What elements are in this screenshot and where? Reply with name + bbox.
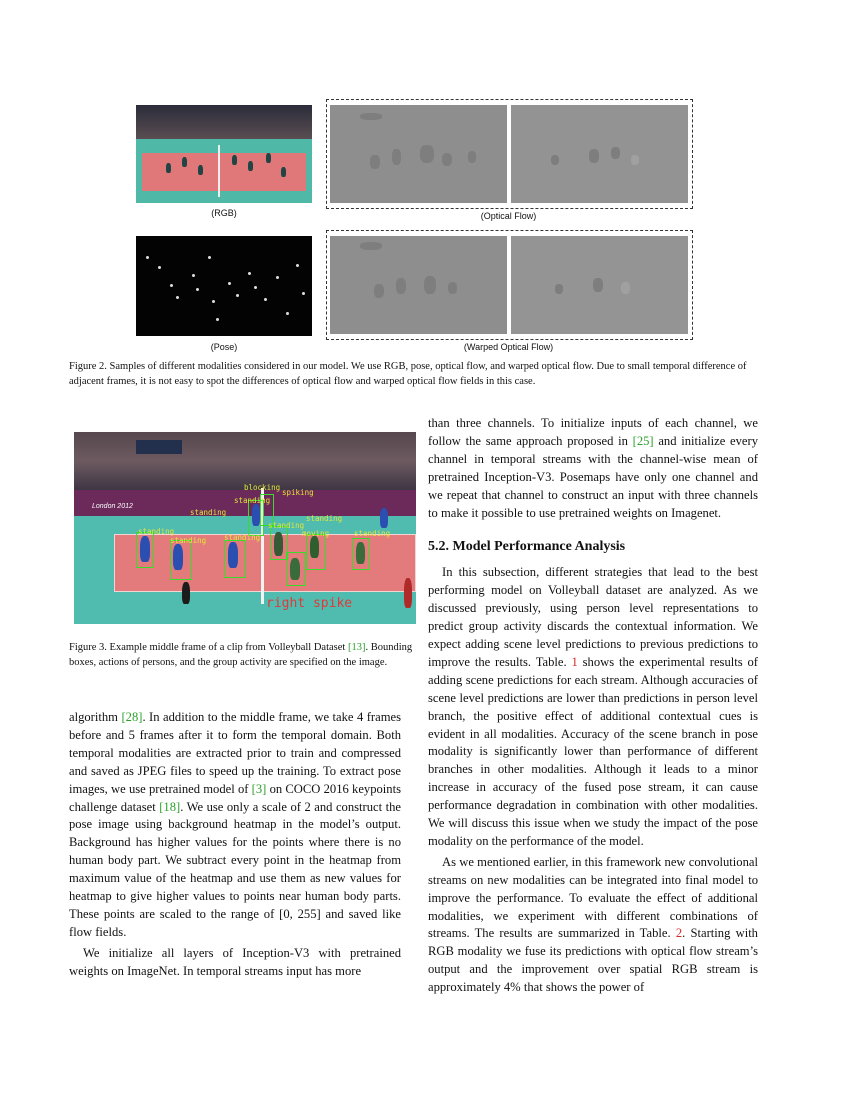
court-playing-area [114, 534, 416, 592]
figure-3-image [74, 432, 416, 624]
right-column [428, 415, 758, 997]
warped-flow-label: (Warped Optical Flow) [463, 342, 554, 352]
action-label: standing [224, 533, 261, 542]
right-paragraph-1: than three channels. To initialize inputs of each channel, we follow the same approach proposed in [25] and initialize every channel in temporal streams with the channel-wise mean of pretrained Inception-V3. Posemaps have only one channel and we repeat that channel to construct an input with three channels to make it possible to use pretrained weights on Imagenet. [428, 416, 758, 520]
figure-3-caption: Figure 3. Example middle frame of a clip from Volleyball Dataset [13]. Bounding boxes, actions of persons, and the group activity are specified on the image. [69, 642, 413, 668]
warped-flow-image-2 [511, 236, 688, 334]
section-heading: 5.2. Model Performance Analysis [428, 539, 626, 555]
citation-link[interactable]: [3] [251, 781, 267, 796]
pose-image [136, 236, 312, 336]
figure-2-caption: Figure 2. Samples of different modalities considered in our model. We use RGB, pose, optical flow, and warped optical flow. Due to small temporal difference of adjacent frames, it is not easy to spot the differences of optical flow and warped optical flow fields in this case. [69, 361, 747, 387]
group-activity-label: right spike [266, 596, 353, 611]
action-label: moving [302, 529, 330, 538]
citation-link[interactable]: [25] [632, 433, 654, 448]
table-ref-link[interactable]: 2 [675, 926, 683, 941]
optical-flow-label: (Optical Flow) [480, 211, 537, 221]
action-label: blocking [244, 483, 281, 492]
citation-link[interactable]: [18] [159, 799, 181, 814]
action-label: spiking [282, 488, 314, 497]
table-ref-link[interactable]: 1 [571, 654, 578, 669]
action-label: standing [190, 508, 227, 517]
citation-link[interactable]: [28] [121, 710, 143, 724]
action-label: standing [306, 514, 343, 523]
action-label: standing [170, 536, 207, 545]
action-label: standing [268, 521, 305, 530]
optical-flow-image-2 [511, 105, 688, 203]
warped-flow-image-1 [330, 236, 507, 334]
optical-flow-image-1 [330, 105, 507, 203]
pose-label: (Pose) [210, 342, 238, 352]
left-paragraph-1: algorithm [28]. In addition to the middle frame, we take 4 frames before and 5 frames after it to form the temporal domain. Both temporal modalities are extracted prior to train and compressed and saved as JPEG files to speed up the training. To extract pose images, we use pretrained model of [3] on COCO 2016 keypoints challenge dataset [18]. We use only a scale of 2 and construct the pose image using background heatmap in the model’s output. Background has higher values for the points where there is no human body part. We subtract every point in the heatmap from maximum value of the heatmap and use them as new values for heatmap to give higher values to points near human body parts. These points are scaled to the range of [0, 255] and saved like flow fields. [69, 710, 402, 939]
right-paragraph-2: In this subsection, different strategies that lead to the best performing model on Volleyball dataset are analyzed. As we discussed previously, using person level representations to predict group activity discards the contextual information. We expect adding scene level predictions to previous predictions to improve the results. Table. 1 shows the experimental results of adding scene predictions for each stream. Although accuracies of scene level predictions are lower than predictions in person level branch, the positive effect of additional contextual cues is evident in all modalities. Accuracy of the scene branch in pose modality is significantly lower than performance of different branches in other modalities. Although it leads to a minor increase in accuracy of the fused pose stream, it can cause performance degradation in combination with other modalities. We will discuss this issue when we study the impact of the pose modality on the performance of the model. [428, 565, 758, 848]
crowd [74, 432, 416, 490]
rgb-label: (RGB) [211, 208, 237, 218]
right-paragraph-3: As we mentioned earlier, in this framework new convolutional streams on new modalities can be integrated into final model to improve the performance. To evaluate the effect of additional modalities, we experiment with different combinations of streams. The results are summarized in Table. 2. Starting with RGB modality we fuse its predictions with optical flow stream’s output and the improvement over spatial RGB stream is approximately 4% that shows the power of [428, 854, 758, 995]
action-label: standing [354, 529, 391, 538]
rgb-image [136, 105, 312, 203]
left-paragraph-2: We initialize all layers of Inception-V3 with pretrained weights on ImageNet. In temporal streams input has more [69, 945, 401, 978]
action-label: standing [234, 496, 271, 505]
scoreboard [136, 440, 182, 454]
banner-text: London 2012 [92, 503, 133, 510]
action-label: standing [138, 527, 175, 536]
left-column [69, 709, 401, 981]
